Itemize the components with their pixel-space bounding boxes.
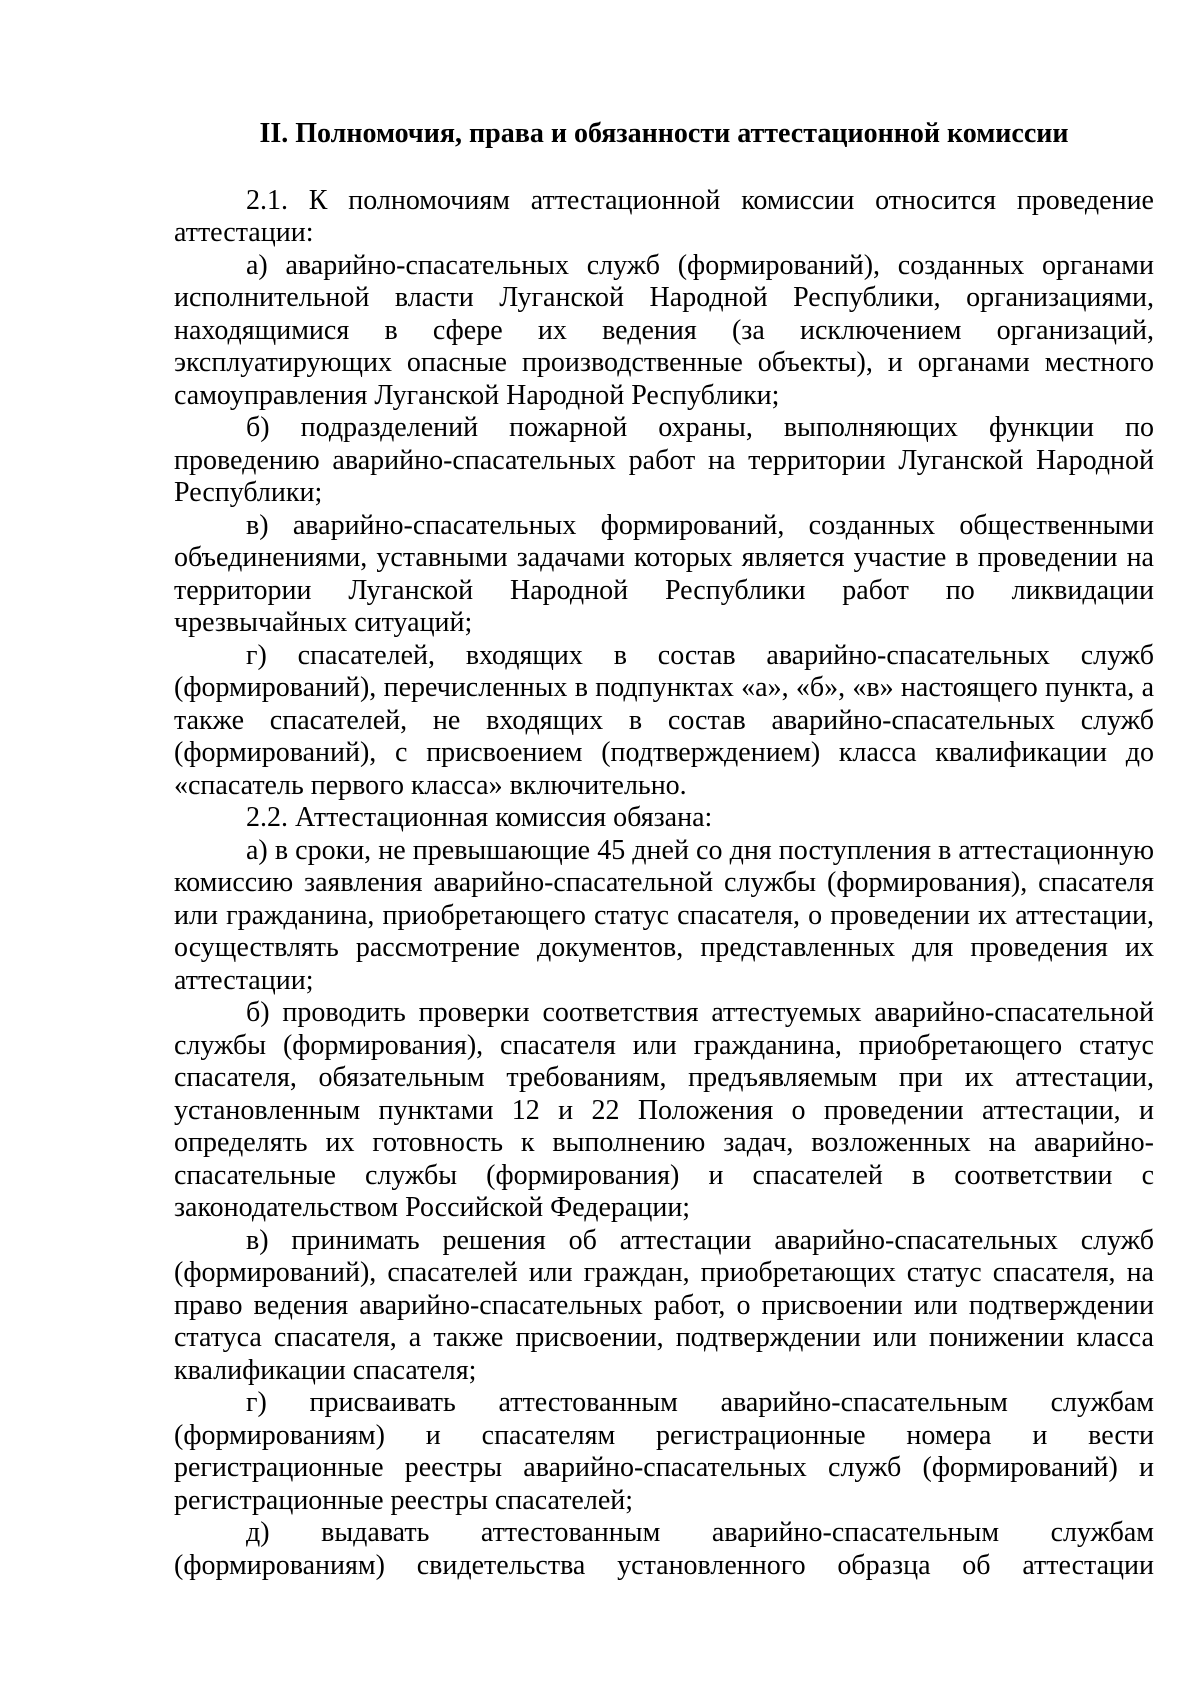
paragraph-2-1-g: г) спасателей, входящих в состав аварийно-спасательных служб (формирований), перечисленных в подпунктах «а», «б», «в» настоящего пункта, а также спасателей, не входящих в состав аварийно-спасательных служб (формирований), с присвоением (подтверждением) класса квалификации до «спасатель первого класса» включительно. <box>174 639 1154 801</box>
paragraph-2-2-g: г) присваивать аттестованным аварийно-спасательным службам (формированиям) и спасателям регистрационные номера и вести регистрационные реестры аварийно-спасательных служб (формирований) и регистрационные реестры спасателей; <box>174 1387 1154 1516</box>
paragraph-2-2: 2.2. Аттестационная комиссия обязана: <box>246 802 713 833</box>
paragraph-2-2-d: д) выдавать аттестованным аварийно-спасательным службам (формированиям) свидетельства установленного образца об аттестации <box>174 1517 1154 1581</box>
paragraph-2-2-v: в) принимать решения об аттестации аварийно-спасательных служб (формирований), спасателей или граждан, приобретающих статус спасателя, на право ведения аварийно-спасательных работ, о присвоении или подтверждении статуса спасателя, а также присвоении, подтверждении или понижении класса квалификации спасателя; <box>174 1224 1154 1386</box>
paragraph-2-1: 2.1. К полномочиям аттестационной комиссии относится проведение аттестации: <box>174 184 1154 248</box>
document-body <box>174 118 1154 1582</box>
paragraph-2-1-v: в) аварийно-спасательных формирований, созданных общественными объединениями, уставными задачами которых является участие в проведении на территории Луганской Народной Республики работ по ликвидации чрезвычайных ситуаций; <box>174 509 1154 638</box>
paragraph-2-2-b: б) проводить проверки соответствия аттестуемых аварийно-спасательной службы (формирования), спасателя или гражданина, приобретающего статус спасателя, обязательным требованиям, предъявляемым при их аттестации, установленным пунктами 12 и 22 Положения о проведении аттестации, и определять их готовность к выполнению задач, возложенных на аварийно-спасательные службы (формирования) и спасателей в соответствии с законодательством Российской Федерации; <box>174 997 1154 1223</box>
paragraph-2-1-b: б) подразделений пожарной охраны, выполняющих функции по проведению аварийно-спасательных работ на территории Луганской Народной Республики; <box>174 412 1154 508</box>
paragraph-2-1-a: а) аварийно-спасательных служб (формирований), созданных органами исполнительной власти Луганской Народной Республики, организациями, находящимися в сфере их ведения (за исключением организаций, эксплуатирующих опасные производственные объекты), и органами местного самоуправления Луганской Народной Республики; <box>174 249 1154 411</box>
paragraph-2-2-a: а) в сроки, не превышающие 45 дней со дня поступления в аттестационную комиссию заявления аварийно-спасательной службы (формирования), спасателя или гражданина, приобретающего статус спасателя, о проведении их аттестации, осуществлять рассмотрение документов, представленных для проведения их аттестации; <box>174 834 1154 996</box>
section-title: II. Полномочия, права и обязанности аттестационной комиссии <box>259 118 1069 149</box>
